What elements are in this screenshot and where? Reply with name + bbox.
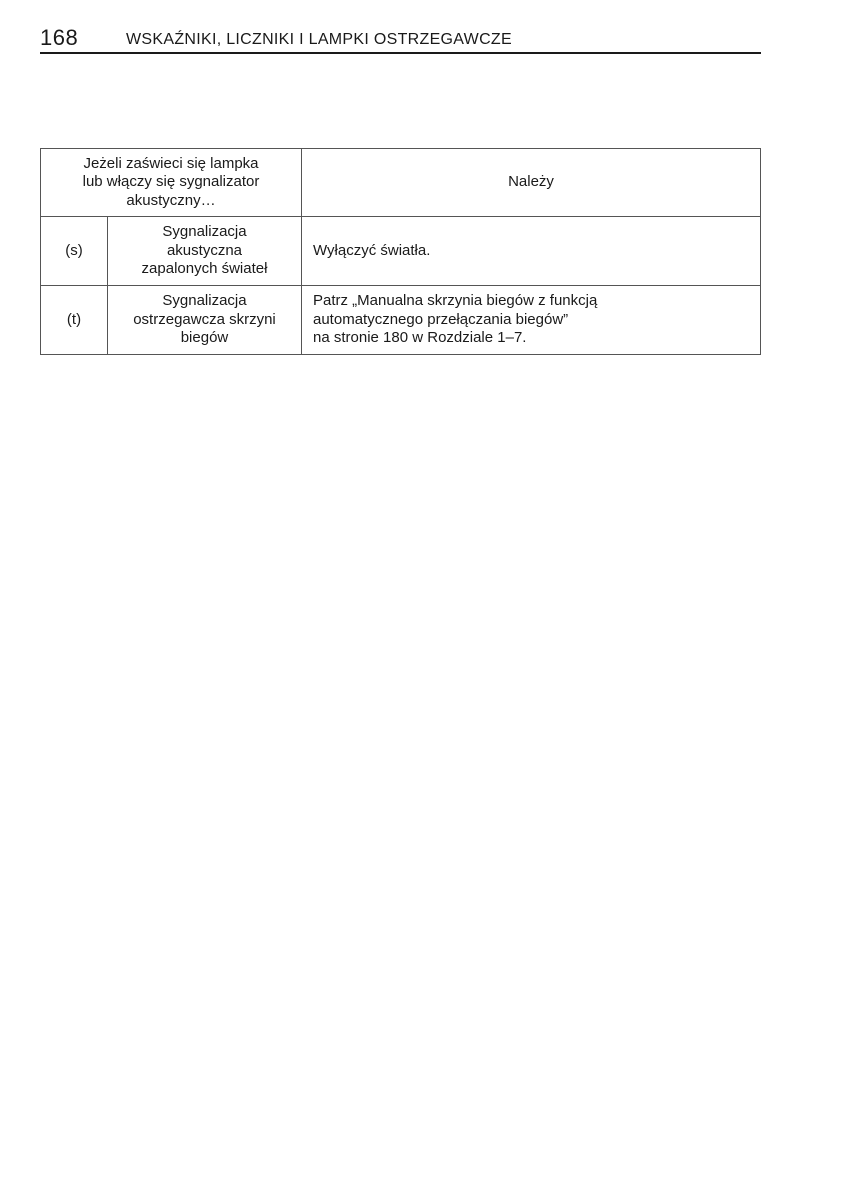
- warning-lights-table: [40, 148, 761, 355]
- row-name: Sygnalizacja akustyczna zapalonych świateł: [108, 217, 302, 286]
- table-row: [41, 217, 761, 286]
- condition-header: Jeżeli zaświeci się lampka lub włączy się sygnalizator akustyczny…: [41, 149, 302, 217]
- page-header: [40, 22, 761, 54]
- table-header-row: [41, 149, 761, 217]
- action-header: Należy: [302, 149, 761, 217]
- row-code: (s): [41, 217, 108, 286]
- section-title: WSKAŹNIKI, LICZNIKI I LAMPKI OSTRZEGAWCZE: [126, 31, 512, 48]
- row-name: Sygnalizacja ostrzegawcza skrzyni biegów: [108, 286, 302, 355]
- table-row: [41, 286, 761, 355]
- row-action: Patrz „Manualna skrzynia biegów z funkcją automatycznego przełączania biegów” na stronie 180 w Rozdziale 1–7.: [302, 286, 761, 355]
- row-code: (t): [41, 286, 108, 355]
- page-number: 168: [40, 25, 79, 50]
- row-action: Wyłączyć światła.: [302, 217, 761, 286]
